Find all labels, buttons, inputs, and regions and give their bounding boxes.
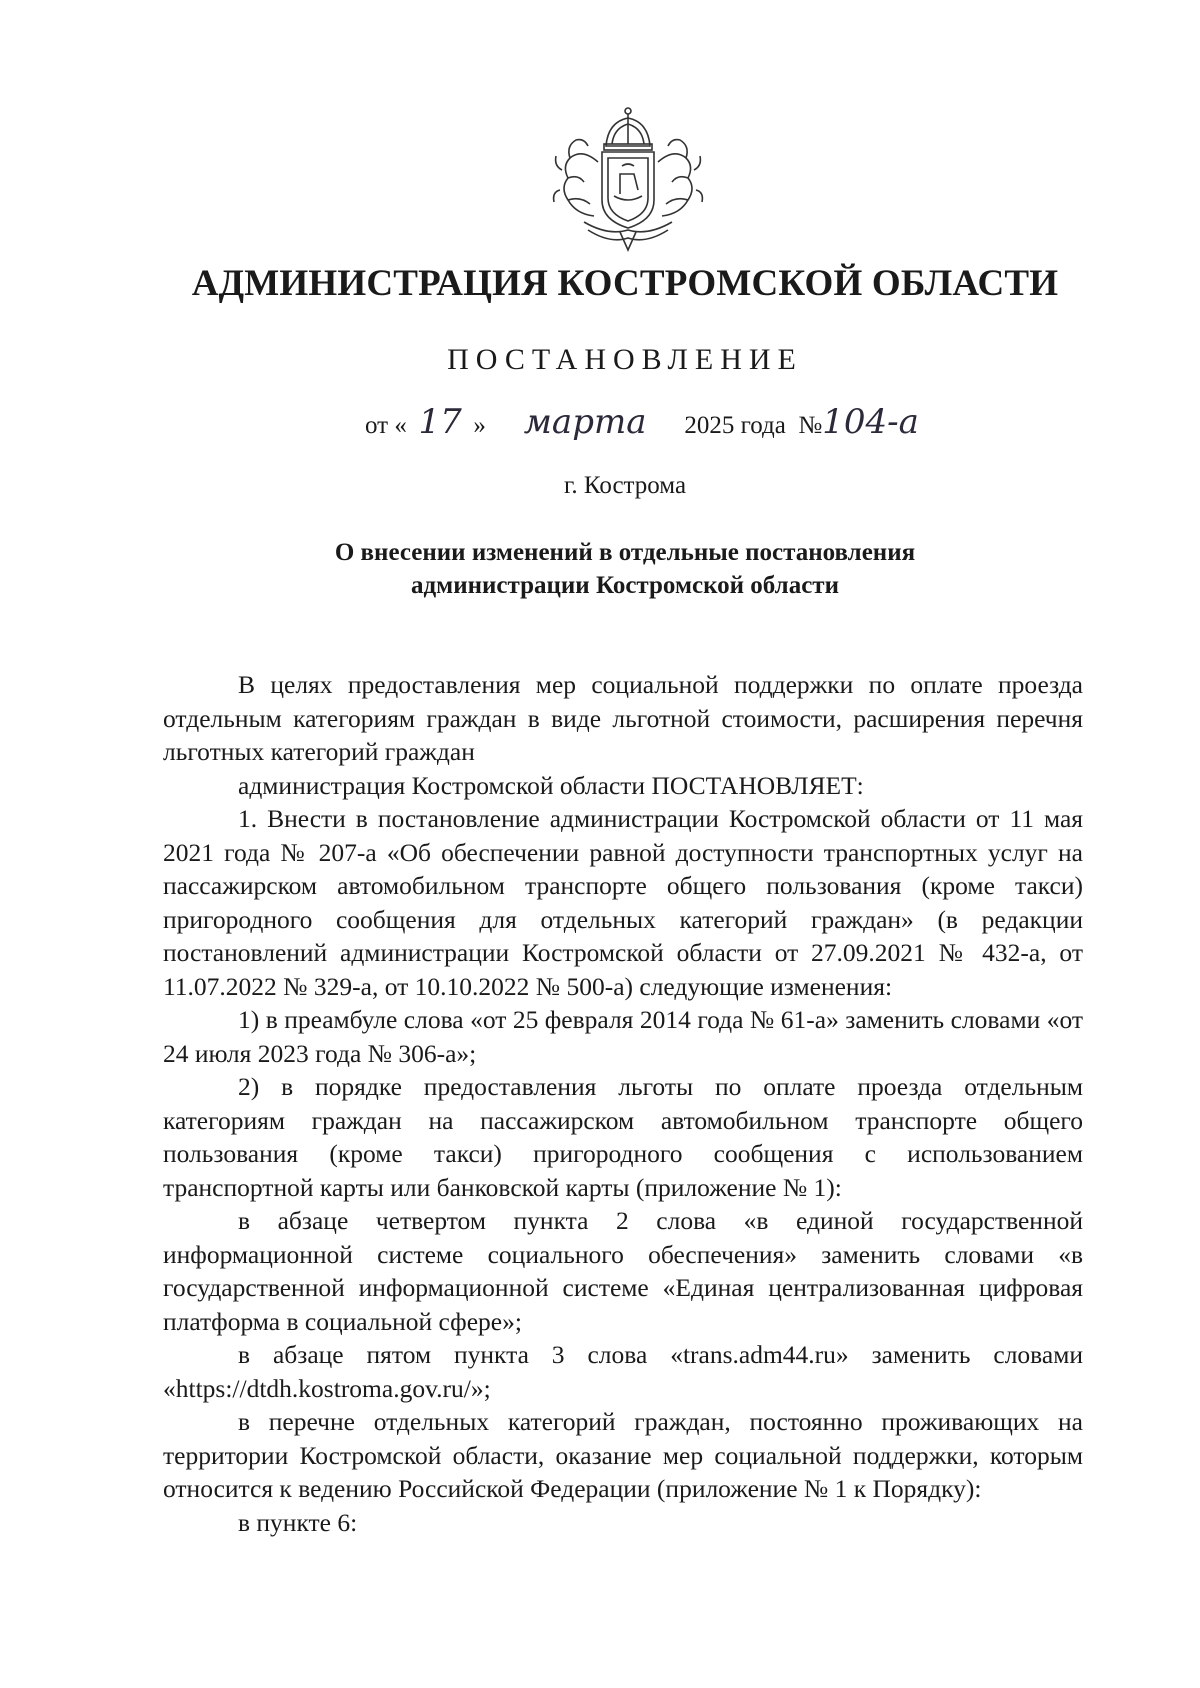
- paragraph: в абзаце четвертом пункта 2 слова «в единой государственной информационной системе социального обеспечения» заменить словами «в государственной информационной системе «Единая централизованная цифровая платформа в социальной сфере»;: [163, 1206, 1083, 1336]
- subject-line-1: О внесении изменений в отдельные постановления: [334, 539, 916, 566]
- date-mid: »: [473, 412, 486, 439]
- paragraph: В целях предоставления мер социальной поддержки по оплате проезда отдельным категориям граждан в виде льготной стоимости, расширения перечня льготных категорий граждан: [163, 670, 1083, 766]
- paragraph: в перечне отдельных категорий граждан, постоянно проживающих на территории Костромской области, оказание мер социальной поддержки, которым относится к ведению Российской Федерации (приложение № 1 к Порядку):: [163, 1407, 1083, 1503]
- city: г. Кострома: [563, 472, 687, 499]
- coat-of-arms-emblem: [548, 104, 708, 254]
- paragraph: 1. Внести в постановление администрации Костромской области от 11 мая 2021 года № 207-а «Об обеспечении равной доступности транспортных услуг на пассажирском автомобильном транспорте общего пользования (кроме такси) пригородного сообщения для отдельных категорий граждан» (в редакции постановлений администрации Костромской области от 27.09.2021 № 432-а, от 11.07.2022 № 329-а, от 10.10.2022 № 500-а) следующие изменения:: [163, 804, 1083, 1001]
- paragraph: 2) в порядке предоставления льготы по оплате проезда отдельным категориям граждан на пассажирском автомобильном транспорте общего пользования (кроме такси) пригородного сообщения с использованием транспортной карты или банковской карты (приложение № 1):: [163, 1072, 1083, 1202]
- date-year: 2025 года: [684, 412, 786, 439]
- paragraph: в пункте 6:: [238, 1507, 358, 1537]
- paragraph: 1) в преамбуле слова «от 25 февраля 2014 года № 61-а» заменить словами «от 24 июля 2023 года № 306-а»;: [163, 1005, 1083, 1068]
- document-body: [163, 668, 1083, 1539]
- number-prefix: №: [798, 412, 823, 439]
- paragraph: администрация Костромской области ПОСТАНОВЛЯЕТ:: [238, 770, 864, 800]
- date-day: 17: [418, 402, 462, 442]
- date-month: марта: [523, 402, 647, 442]
- subject-line-2: администрации Костромской области: [411, 572, 839, 599]
- date-prefix: от «: [365, 412, 407, 439]
- organization-title: АДМИНИСТРАЦИЯ КОСТРОМСКОЙ ОБЛАСТИ: [191, 263, 1059, 304]
- document-subject: [0, 536, 1200, 602]
- date-line: [365, 402, 919, 442]
- document-type: ПОСТАНОВЛЕНИЕ: [447, 343, 803, 376]
- paragraph: в абзаце пятом пункта 3 слова «trans.adm44.ru» заменить словами «https://dtdh.kostroma.gov.ru/»;: [163, 1340, 1083, 1403]
- document-number: 104-а: [822, 402, 919, 442]
